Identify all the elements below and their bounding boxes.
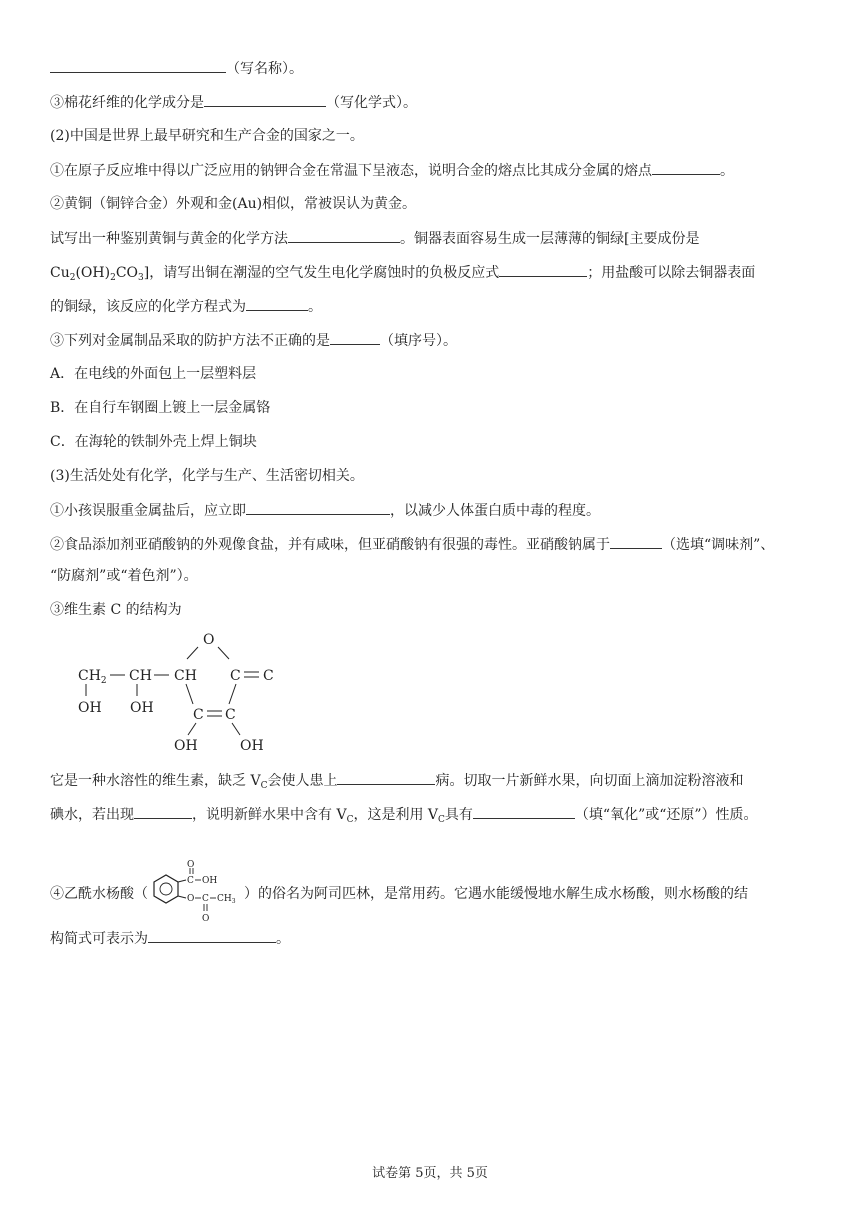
- line-13: (3)生活处处有化学，化学与生产、生活密切相关。: [50, 468, 364, 484]
- line-17: ③维生素 C 的结构为: [50, 602, 182, 618]
- answer-blank[interactable]: [652, 160, 720, 175]
- line-3: (2)中国是世界上最早研究和生产合金的国家之一。: [50, 128, 364, 144]
- option-c: C．在海轮的铁制外壳上焊上铜块: [50, 434, 257, 450]
- atom-oh-3: OH: [174, 738, 198, 754]
- answer-blank[interactable]: [473, 804, 575, 819]
- line-14: ①小孩误服重金属盐后，应立即 ，以减少人体蛋白质中毒的程度。: [50, 500, 600, 521]
- atom-o-carbonyl-2: O: [202, 914, 210, 924]
- answer-blank[interactable]: [337, 770, 435, 785]
- line-7: $Cu_2(OH)_2CO_3$]，请写出铜在潮湿的空气发生电化学腐蚀时的负极反应式 ；用盐酸可以除去铜器表面: [50, 262, 755, 283]
- line-5: ②黄铜（铜锌合金）外观和金(Au)相似，常被误认为黄金。: [50, 196, 417, 212]
- line-6: 试写出一种鉴别黄铜与黄金的化学方法 。铜器表面容易生成一层薄薄的铜绿[主要成份是: [50, 228, 699, 249]
- aspirin-structure: [148, 860, 244, 928]
- answer-blank[interactable]: [246, 296, 308, 311]
- answer-blank[interactable]: [610, 534, 662, 549]
- answer-blank[interactable]: [50, 58, 226, 73]
- line-4: ①在原子反应堆中得以广泛应用的钠钾合金在常温下呈液态，说明合金的熔点比其成分金属的熔点 。: [50, 160, 734, 181]
- option-a: A．在电线的外面包上一层塑料层: [50, 366, 257, 382]
- line-1: （写名称）。: [50, 58, 303, 79]
- line-9: ③下列对金属制品采取的防护方法不正确的是 （填序号）。: [50, 330, 457, 351]
- atom-oh: OH: [202, 876, 218, 886]
- line-15: ②食品添加剂亚硝酸钠的外观像食盐，并有咸味，但亚硝酸钠有很强的毒性。亚硝酸钠属于 （选填“调味剂”、: [50, 534, 774, 555]
- line-21: 构简式可表示为 。: [50, 928, 290, 949]
- line-8: 的铜绿，该反应的化学方程式为 。: [50, 296, 322, 317]
- line-18: 它是一种水溶性的维生素，缺乏 $V_C$会使人患上 病。切取一片新鲜水果，向切面上滴加淀粉溶液和: [50, 770, 743, 791]
- line-20: ④乙酰水杨酸（ C O OH O C $CH_3$ O ）的俗名为阿司匹林，是常用药。它遇水能缓慢地水解生成水杨酸，则水杨酸的结: [50, 860, 748, 928]
- atom-c-acid: C: [187, 876, 194, 886]
- atom-oh-2: OH: [130, 700, 154, 716]
- atom-ch3: $CH_3$: [217, 894, 236, 905]
- page-footer: 试卷第 5页，共 5页: [372, 1166, 488, 1181]
- answer-blank[interactable]: [330, 330, 380, 345]
- atom-ch-2: CH: [174, 668, 197, 684]
- atom-ch2: $CH_2$: [78, 668, 107, 686]
- line-2: ③棉花纤维的化学成分是 （写化学式）。: [50, 92, 417, 113]
- atom-o: O: [203, 632, 215, 648]
- atom-o-ester: O: [187, 894, 195, 904]
- line-16: “防腐剂”或“着色剂”）。: [50, 568, 198, 584]
- atom-o-carbonyl-1: O: [187, 860, 195, 870]
- vitamin-c-structure: [68, 624, 298, 756]
- atom-oh-4: OH: [240, 738, 264, 754]
- answer-blank[interactable]: [148, 928, 276, 943]
- answer-blank[interactable]: [288, 228, 400, 243]
- atom-c-1: C: [230, 668, 241, 684]
- atom-c-3: C: [193, 707, 204, 723]
- line-19: 碘水，若出现 ，说明新鲜水果中含有 $V_C$，这是利用 $V_C$具有 （填“氧化”或“还原”）性质。: [50, 804, 758, 825]
- atom-c-2: C: [263, 668, 274, 684]
- atom-oh-1: OH: [78, 700, 102, 716]
- answer-blank[interactable]: [134, 804, 192, 819]
- atom-c-acetyl: C: [202, 894, 209, 904]
- answer-blank[interactable]: [204, 92, 326, 107]
- option-b: B．在自行车钢圈上镀上一层金属铬: [50, 400, 271, 416]
- atom-ch-1: CH: [129, 668, 152, 684]
- atom-c-4: C: [225, 707, 236, 723]
- answer-blank[interactable]: [246, 500, 390, 515]
- answer-blank[interactable]: [499, 262, 587, 277]
